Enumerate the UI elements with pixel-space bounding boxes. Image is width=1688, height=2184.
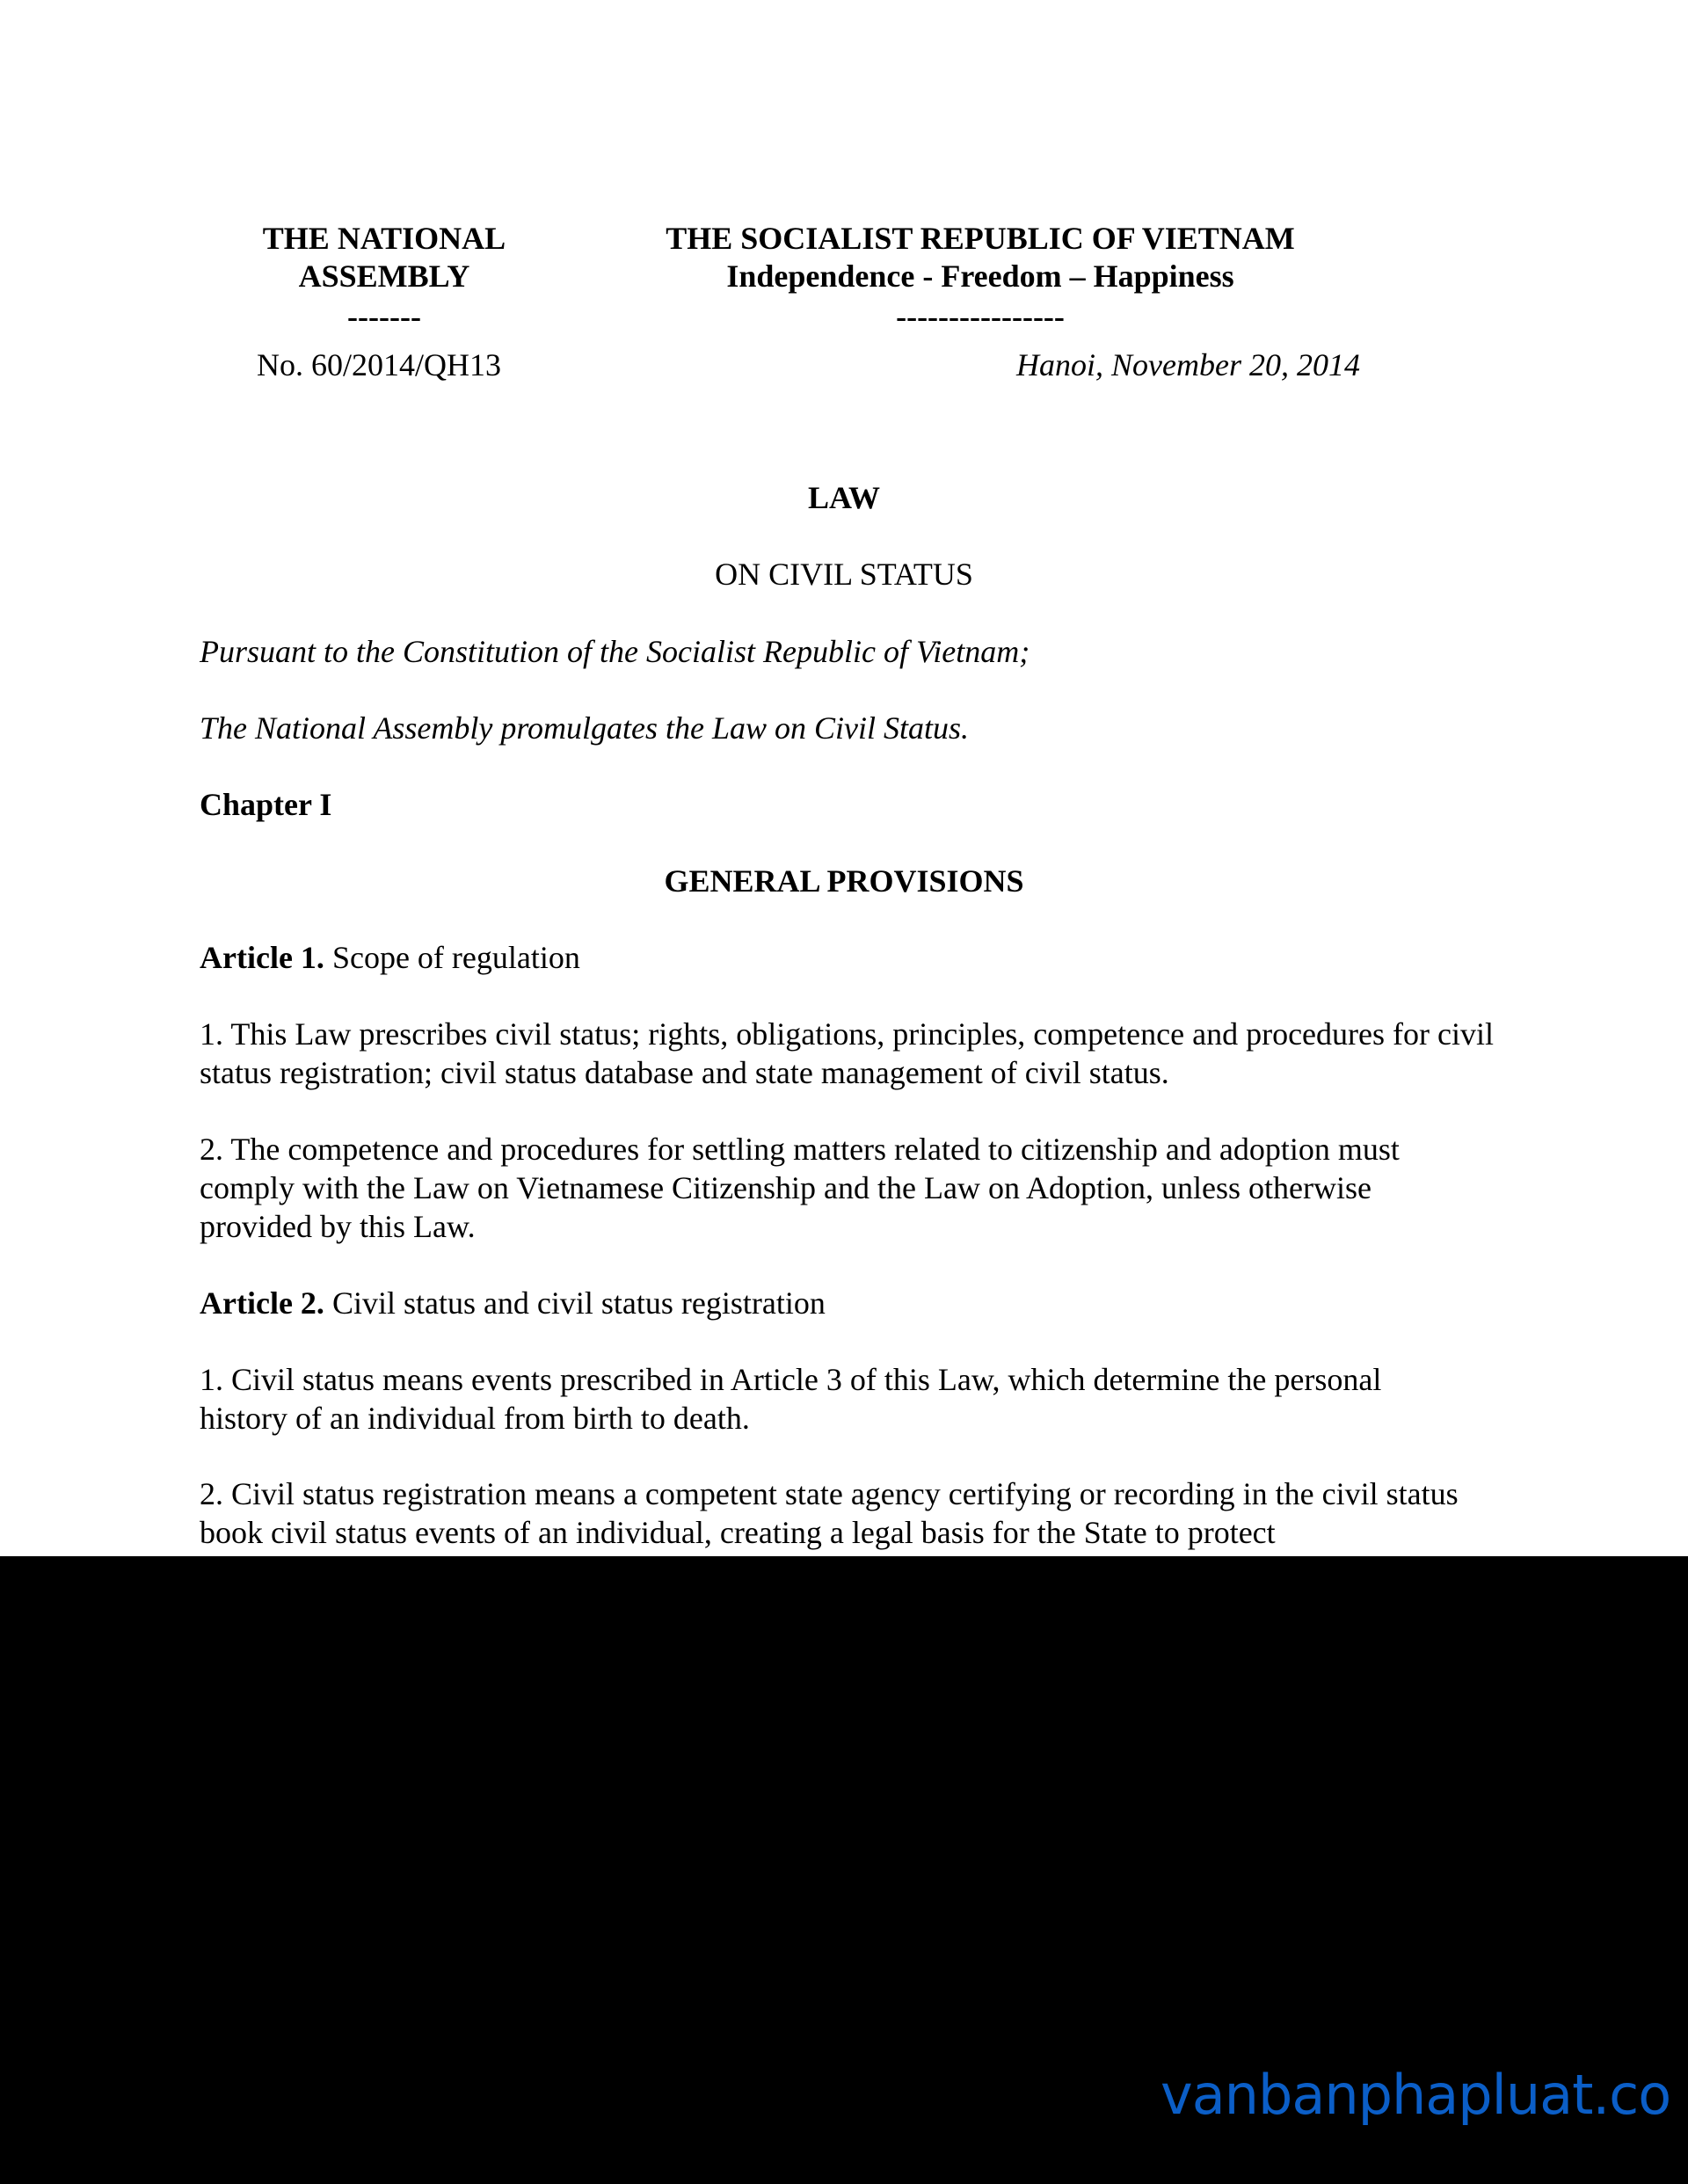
issuer-name-line1: THE NATIONAL [262,221,506,256]
national-motto: Independence - Freedom – Happiness [726,258,1234,294]
article-2-clause-2: 2. Civil status registration means a competent state agency certifying or recording in the civil status book civil status events of an individual, creating a legal basis for the State to protect [200,1476,1459,1550]
chapter-title: GENERAL PROVISIONS [664,863,1024,899]
document-subject-title: ON CIVIL STATUS [715,557,973,592]
article-2-label: Article 2. [200,1285,324,1321]
article-1-title: Scope of regulation [324,940,580,975]
issuer-separator: ------- [347,299,421,334]
country-separator: ---------------- [896,299,1065,334]
article-1-heading [200,938,1518,977]
preamble-promulgation: The National Assembly promulgates the Law on Civil Status. [200,710,970,746]
preamble-pursuant: Pursuant to the Constitution of the Socialist Republic of Vietnam; [200,634,1030,669]
article-1-clause-1: 1. This Law prescribes civil status; rights, obligations, principles, competence and procedures for civil status registration; civil status database and state management of civil status. [200,1016,1494,1090]
issuer-block [252,220,516,332]
article-1-label: Article 1. [200,940,324,975]
country-name: THE SOCIALIST REPUBLIC OF VIETNAM [666,221,1295,256]
national-header-block [615,220,1345,332]
issuer-name-line2: ASSEMBLY [298,258,470,294]
article-1-clause-2: 2. The competence and procedures for settling matters related to citizenship and adoption must comply with the Law on Vietnamese Citizenship and the Law on Adoption, unless otherwise provided by this Law. [200,1132,1400,1244]
site-watermark: vanbanphapluat.co [1160,2063,1671,2127]
document-type-title: LAW [807,480,881,515]
document-number: No. 60/2014/QH13 [257,347,501,382]
article-2-title: Civil status and civil status registration [324,1285,826,1321]
article-2-clause-1: 1. Civil status means events prescribed in Article 3 of this Law, which determine the personal history of an individual from birth to death. [200,1362,1382,1436]
chapter-label: Chapter I [200,787,332,822]
place-and-date: Hanoi, November 20, 2014 [1016,347,1360,382]
article-2-heading [200,1284,1518,1322]
